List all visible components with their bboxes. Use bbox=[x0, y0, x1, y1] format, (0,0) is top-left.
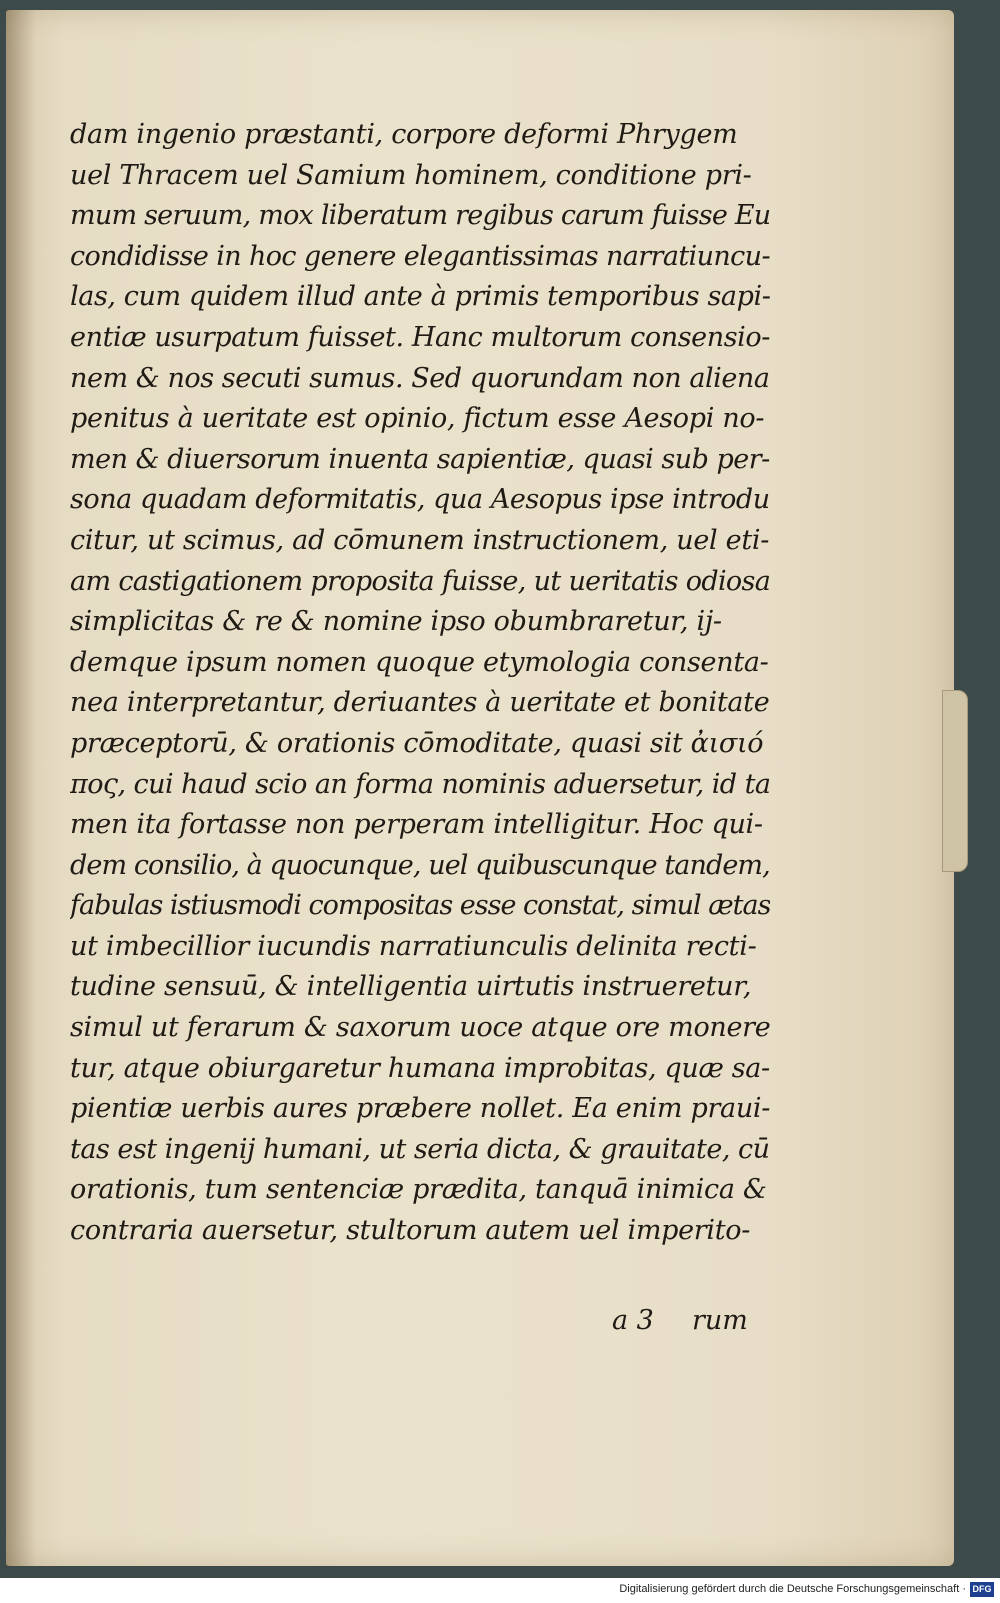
text-line: mum seruum, mox liberatum regibus carum fuisse Eu bbox=[70, 200, 770, 232]
page-catchline bbox=[600, 1305, 770, 1345]
text-line: am castigationem proposita fuisse, ut ueritatis odiosa bbox=[70, 565, 770, 597]
text-line: simplicitas & re & nomine ipso obumbraretur, ij- bbox=[70, 606, 722, 638]
text-line: contraria auersetur, stultorum autem uel imperito- bbox=[70, 1215, 751, 1247]
text-line: tur, atque obiurgaretur humana improbitas, quæ sa- bbox=[70, 1052, 770, 1084]
text-line: men ita fortasse non perperam intelligitur. Hoc qui- bbox=[70, 809, 763, 841]
signature-mark: a 3 bbox=[612, 1305, 654, 1336]
text-line: las, cum quidem illud ante à primis temporibus sapi- bbox=[70, 281, 770, 313]
page-edge-tab bbox=[942, 690, 968, 872]
text-line: entiæ usurpatum fuisset. Hanc multorum consensio- bbox=[70, 321, 770, 353]
text-line: dem consilio, à quocunque, uel quibuscunque tandem, bbox=[70, 849, 770, 881]
text-line: orationis, tum sentenciæ prædita, tanquā inimica & bbox=[70, 1174, 767, 1206]
footer-bar bbox=[0, 1578, 1000, 1603]
text-line: præceptorū, & orationis cōmoditate, quasi sit ἀισιό bbox=[70, 727, 764, 759]
text-line: uel Thracem uel Samium hominem, conditione pri- bbox=[70, 159, 752, 191]
text-line: nem & nos secuti sumus. Sed quorundam non aliena bbox=[70, 362, 770, 394]
text-line: nea interpretantur, deriuantes à ueritate et bonitate bbox=[70, 687, 770, 719]
text-line: fabulas istiusmodi compositas esse constat, simul ætas bbox=[70, 890, 770, 922]
text-line: condidisse in hoc genere elegantissimas narratiuncu- bbox=[70, 240, 770, 272]
catchword: rum bbox=[692, 1305, 748, 1336]
text-line: sona quadam deformitatis, qua Aesopus ipse introdu bbox=[70, 484, 770, 516]
text-line: demque ipsum nomen quoque etymologia consenta- bbox=[70, 646, 769, 678]
digitization-credit: Digitalisierung gefördert durch die Deutsche Forschungsgemeinschaft · bbox=[619, 1583, 966, 1595]
text-line: pientiæ uerbis aures præbere nollet. Ea enim praui- bbox=[70, 1093, 770, 1125]
page-body-text bbox=[70, 115, 770, 1252]
gutter-shadow bbox=[6, 10, 36, 1566]
text-line: ut imbecillior iucundis narratiunculis delinita recti- bbox=[70, 930, 757, 962]
text-line: penitus à ueritate est opinio, fictum esse Aesopi no- bbox=[70, 403, 765, 435]
text-line: simul ut ferarum & saxorum uoce atque ore monere bbox=[70, 1012, 770, 1044]
text-line: dam ingenio præstanti, corpore deformi Phrygem bbox=[70, 119, 738, 150]
text-line: tudine sensuū, & intelligentia uirtutis instrueretur, bbox=[70, 971, 752, 1003]
text-line: citur, ut scimus, ad cōmunem instructionem, uel eti- bbox=[70, 524, 770, 556]
text-line: tas est ingenij humani, ut seria dicta, & grauitate, cū bbox=[70, 1133, 770, 1165]
text-line: men & diuersorum inuenta sapientiæ, quasi sub per- bbox=[70, 443, 770, 475]
text-line: πος, cui haud scio an forma nominis aduersetur, id ta bbox=[70, 768, 770, 800]
dfg-logo-icon: DFG bbox=[970, 1582, 994, 1597]
